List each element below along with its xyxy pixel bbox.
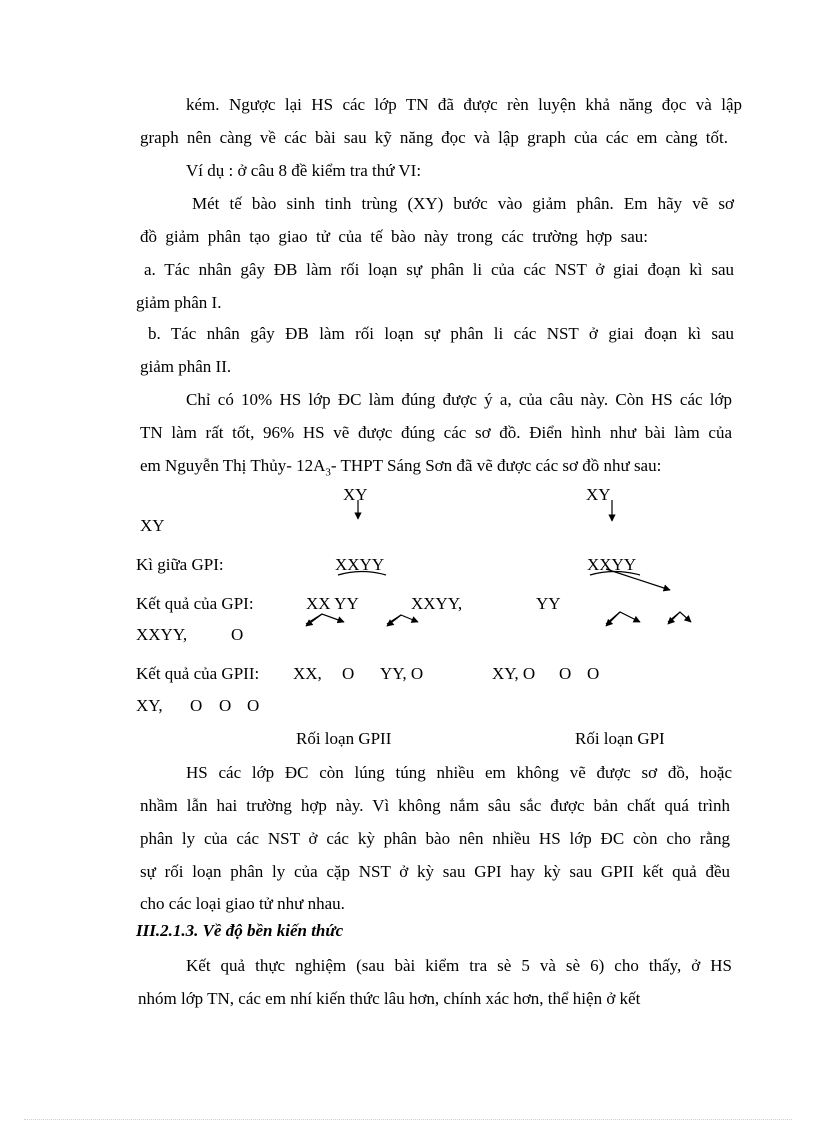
page-bottom-border — [24, 1119, 792, 1120]
para3-line1: HS các lớp ĐC còn lúng túng nhiều em không vẽ được sơ đồ, hoặc — [186, 763, 732, 782]
diagram-xy-orphan: XY — [140, 516, 165, 535]
row3-f: O — [587, 664, 600, 683]
split-arrow-3 — [606, 612, 640, 624]
para3-line5: cho các loại giao tử như nhau. — [140, 894, 345, 913]
para2-line1: Chỉ có 10% HS lớp ĐC làm đúng được ý a, của câu này. Còn HS các lớp — [186, 390, 732, 409]
para3-line3: phân ly của các NST ở các kỳ phân bào nên nhiều HS lớp ĐC còn cho rằng — [140, 829, 730, 848]
row2-wrap-b: O — [231, 625, 244, 644]
para4-line1: Kết quả thực nghiệm (sau bài kiểm tra sè 5 và sè 6) cho thấy, ở HS — [186, 956, 732, 975]
row2-b: XXYY, — [411, 594, 463, 613]
row3-a: XX, — [293, 664, 322, 683]
row3-c: YY, O — [380, 664, 424, 683]
para2-line2: TN làm rất tốt, 96% HS vẽ được đúng các sơ đồ. Điển hình như bài làm của — [140, 423, 732, 442]
split-arrow-4b — [668, 612, 680, 624]
para3-line4: sự rối loạn phân ly của cặp NST ở kỳ sau GPI hay kỳ sau GPII kết quả đều — [140, 862, 730, 881]
example-intro: Ví dụ : ở câu 8 đề kiểm tra thứ VI: — [186, 161, 422, 180]
arc-row1-left — [338, 572, 386, 576]
question-line2: đồ giảm phân tạo giao tử của tế bào này trong các trường hợp sau: — [140, 227, 648, 246]
para1-line1: kém. Ngược lại HS các lớp TN đã được rèn luyện khả năng đọc và lập — [186, 95, 742, 114]
para2-line3-before: em Nguyễn Thị Thủy- 12A — [140, 456, 326, 475]
para4-line2: nhóm lớp TN, các em nhí kiến thức lâu hơn, chính xác hơn, thể hiện ở kết — [138, 989, 641, 1008]
para1-line2: graph nên càng về các bài sau kỹ năng đọc và lập graph của các em càng tốt. — [140, 128, 728, 147]
para2-line3-sub: 3 — [325, 466, 331, 479]
section-heading: III.2.1.3. Về độ bền kiến thức — [136, 921, 344, 940]
row2-label: Kết quả của GPI: — [136, 594, 254, 613]
row3-b: O — [342, 664, 355, 683]
row3-wrap-d: O — [247, 696, 260, 715]
question-b-line2: giảm phân II. — [140, 357, 232, 376]
row3-wrap-b: O — [190, 696, 203, 715]
question-line1: Mét tế bào sinh tinh trùng (XY) bước vào giảm phân. Em hãy vẽ sơ — [192, 194, 734, 213]
row2-wrap-a: XXYY, — [136, 625, 188, 644]
diagram-top-left: XY — [343, 485, 368, 504]
question-a-line1: a. Tác nhân gây ĐB làm rối loạn sự phân li của các NST ở giai đoạn kì sau — [144, 260, 734, 279]
para3-line2: nhầm lẫn hai trường hợp này. Vì không nắm sâu sắc được bản chất quá trình — [140, 796, 730, 815]
row3-e: O — [559, 664, 572, 683]
row3-label: Kết quả của GPII: — [136, 664, 260, 683]
row2-c: YY — [536, 594, 561, 613]
arrow-diagonal-right — [606, 569, 670, 590]
caption-left: Rối loạn GPII — [296, 729, 392, 748]
caption-right: Rối loạn GPI — [575, 729, 665, 748]
row2-a: XX YY — [306, 594, 359, 613]
para2-line3-after: - THPT Sáng Sơn đã vẽ được các sơ đồ như sau: — [330, 456, 662, 475]
row3-wrap-a: XY, — [136, 696, 163, 715]
row1-left: XXYY — [335, 555, 385, 574]
row1-right: XXYY — [587, 555, 637, 574]
row3-d: XY, O — [492, 664, 536, 683]
row1-label: Kì giữa GPI: — [136, 555, 224, 574]
split-arrow-1b — [306, 614, 322, 626]
question-a-line2: giảm phân I. — [136, 293, 222, 312]
question-b-line1: b. Tác nhân gây ĐB làm rối loạn sự phân li các NST ở giai đoạn kì sau — [148, 324, 734, 343]
diagram-top-right: XY — [586, 485, 611, 504]
row3-wrap-c: O — [219, 696, 232, 715]
split-arrow-1 — [306, 614, 344, 624]
split-arrow-2b — [387, 615, 401, 626]
split-arrow-3b — [606, 612, 620, 626]
